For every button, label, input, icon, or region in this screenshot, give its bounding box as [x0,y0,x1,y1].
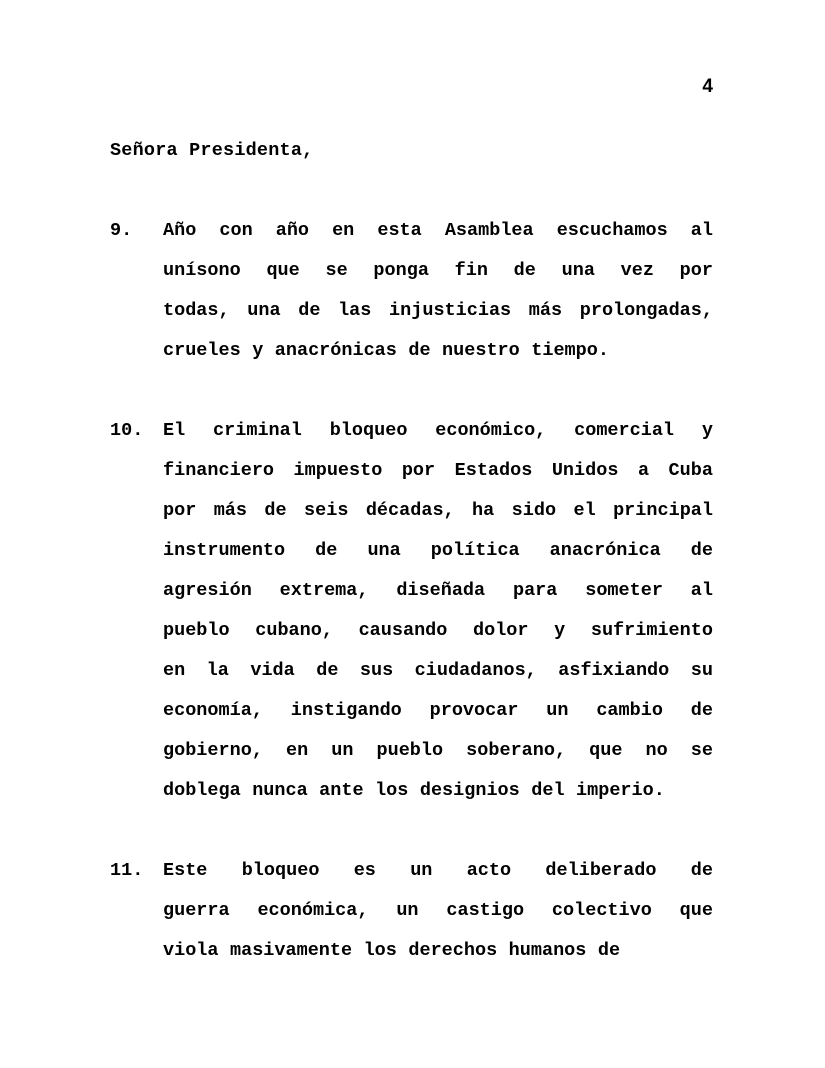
word: imperio. [576,780,665,801]
word: crueles [163,340,241,361]
word: seis [304,500,349,521]
paragraph-text [163,411,713,811]
text-line [163,451,713,491]
text-line [163,851,713,891]
word: que [589,740,623,761]
word: los [363,940,397,961]
word: económico, [435,420,547,441]
word: gobierno, [163,740,263,761]
word: comercial [574,420,675,441]
word: criminal [213,420,302,441]
word: economía, [163,700,263,721]
paragraph-number: 9. [110,220,133,241]
text-line [163,251,713,291]
word: unísono [163,260,241,281]
word: designios [419,780,520,801]
paragraph-number: 10. [110,420,144,441]
word: más [528,300,563,321]
word: un [410,860,433,881]
word: escuchamos [556,220,668,241]
word: que [266,260,300,281]
word: ponga [373,260,429,281]
word: provocar [429,700,519,721]
word: de [690,700,713,721]
word: sido [511,500,557,521]
word: extrema, [279,580,369,601]
word: un [331,740,354,761]
word: de [264,500,287,521]
word: someter [585,580,663,601]
text-line [163,691,713,731]
word: humanos [508,940,587,961]
word: de [315,540,338,561]
word: del [531,780,565,801]
word: Cuba [668,460,713,481]
word: soberano, [466,740,567,761]
word: nunca [252,780,308,801]
word: cubano, [255,620,333,641]
text-line [163,331,713,371]
word: de [408,340,431,361]
text-line [163,491,713,531]
word: Año [163,220,197,241]
word: es [353,860,376,881]
word: a [637,460,650,481]
text-line [163,891,713,931]
word: en [332,220,355,241]
numbered-paragraph-list [110,211,713,971]
text-line [163,931,713,971]
word: financiero [163,460,275,481]
word: cambio [596,700,663,721]
word: su [690,660,713,681]
paragraph-text [163,211,713,371]
word: fin [454,260,488,281]
word: décadas, [365,500,455,521]
word: una [367,540,401,561]
word: no [645,740,668,761]
word: tiempo. [531,340,609,361]
word: de [690,860,713,881]
word: viola [163,940,219,961]
word: año [275,220,310,241]
word: al [690,580,713,601]
text-line [163,211,713,251]
word: al [690,220,713,241]
word: vida [250,660,295,681]
salutation: Señora Presidenta, [110,140,314,161]
word: instigando [290,700,402,721]
word: sufrimiento [590,620,713,641]
word: causando [358,620,448,641]
word: bloqueo [241,860,320,881]
word: y [701,420,713,441]
word: los [375,780,409,801]
paragraph-number: 11. [110,860,144,881]
word: más [213,500,248,521]
word: el [573,500,596,521]
word: ha [472,500,495,521]
word: bloqueo [329,420,408,441]
text-line [163,531,713,571]
word: dolor [473,620,529,641]
word: acto [466,860,512,881]
word: para [512,580,558,601]
word: la [206,660,229,681]
word: un [546,700,569,721]
word: que [679,900,713,921]
word: guerra [163,900,230,921]
word: principal [613,500,713,521]
word: se [325,260,348,281]
word: Este [163,860,208,881]
word: en [163,660,186,681]
paragraph-text [163,851,713,971]
word: colectivo [551,900,652,921]
word: masivamente [229,940,353,961]
word: pueblo [376,740,444,761]
word: y [554,620,566,641]
page-number: 4 [702,76,713,97]
word: de [597,940,621,961]
numbered-paragraph [110,211,713,371]
word: castigo [446,900,525,921]
text-line [163,411,713,451]
word: prolongadas, [579,300,713,321]
word: se [690,740,713,761]
word: agresión [163,580,252,601]
word: asfixiando [558,660,670,681]
word: política [430,540,520,561]
word: de [298,300,321,321]
text-line [163,651,713,691]
word: impuesto [293,460,383,481]
word: anacrónica [549,540,661,561]
document-body [110,131,713,971]
word: de [316,660,339,681]
text-line [163,731,713,771]
word: de [513,260,536,281]
numbered-paragraph [110,851,713,971]
word: El [163,420,186,441]
text-line [163,771,713,811]
word: instrumento [163,540,286,561]
word: sus [359,660,394,681]
word: anacrónicas [274,340,397,361]
word: una [247,300,281,321]
word: Estados [454,460,533,481]
word: un [396,900,419,921]
word: vez [620,260,654,281]
word: con [219,220,253,241]
word: pueblo [163,620,230,641]
word: doblega [163,780,241,801]
word: diseñada [396,580,486,601]
word: deliberado [545,860,657,881]
word: en [285,740,309,761]
text-line [163,571,713,611]
word: ante [319,780,364,801]
word: las [338,300,372,321]
word: esta [377,220,422,241]
word: de [690,540,713,561]
word: económica, [257,900,369,921]
word: todas, [163,300,230,321]
word: por [679,260,713,281]
word: Asamblea [444,220,534,241]
numbered-paragraph [110,411,713,811]
word: una [561,260,595,281]
word: Unidos [551,460,619,481]
word: injusticias [389,300,512,321]
word: por [401,460,436,481]
word: y [252,340,264,361]
text-line [163,611,713,651]
text-line [163,291,713,331]
word: derechos [408,940,498,961]
word: por [163,500,197,521]
word: ciudadanos, [414,660,537,681]
word: nuestro [442,340,520,361]
